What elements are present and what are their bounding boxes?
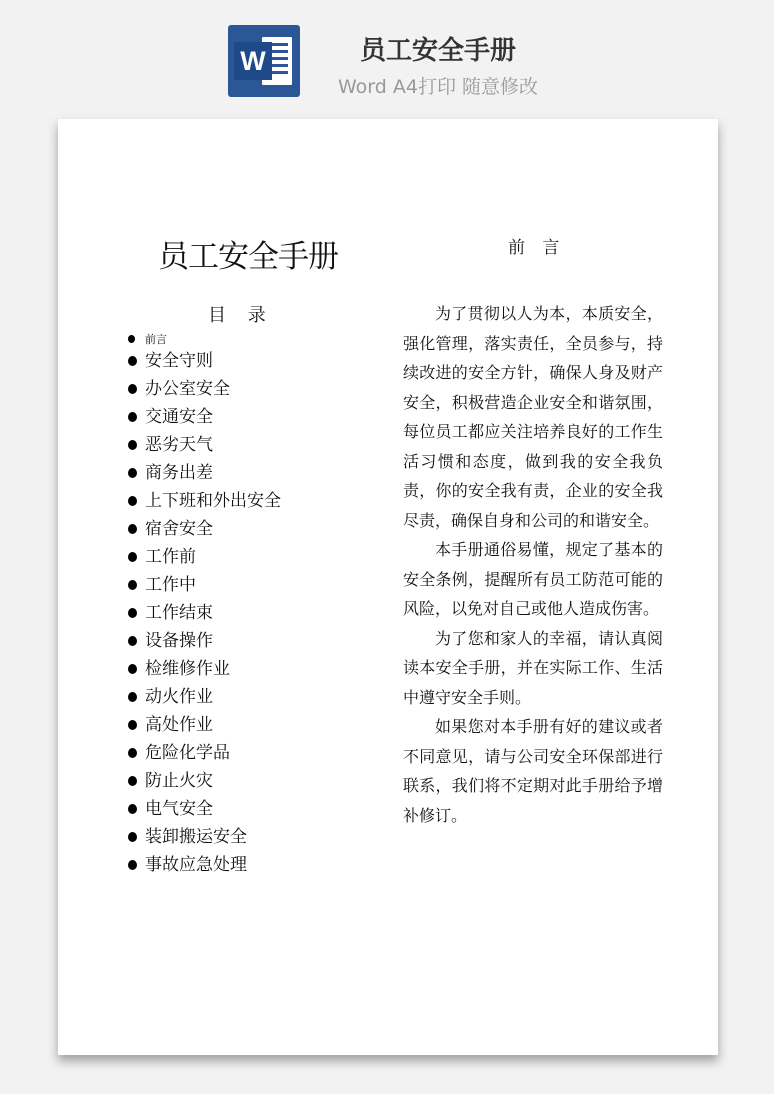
word-logo-letter: W bbox=[234, 42, 272, 80]
toc-heading: 目 录 bbox=[208, 305, 274, 326]
bullet-icon bbox=[128, 356, 137, 366]
toc-item-label: 装卸搬运安全 bbox=[145, 827, 247, 847]
toc-item-label: 危险化学品 bbox=[145, 743, 230, 763]
toc-item-label: 动火作业 bbox=[145, 687, 213, 707]
toc-item bbox=[128, 711, 281, 739]
toc-item bbox=[128, 627, 281, 655]
banner-subtitle: Word A4打印 随意修改 bbox=[337, 76, 538, 98]
bullet-icon bbox=[128, 720, 137, 730]
toc-item bbox=[128, 571, 281, 599]
toc-item-label: 高处作业 bbox=[145, 715, 213, 735]
banner-header bbox=[0, 0, 774, 110]
document-title: 员工安全手册 bbox=[158, 239, 338, 275]
toc-item bbox=[128, 655, 281, 683]
bullet-icon bbox=[128, 580, 137, 590]
bullet-icon bbox=[128, 608, 137, 618]
toc-item-label: 工作前 bbox=[145, 547, 196, 567]
toc-item bbox=[128, 403, 281, 431]
toc-item-label: 宿舍安全 bbox=[145, 519, 213, 539]
toc-item-label: 上下班和外出安全 bbox=[145, 491, 281, 511]
bullet-icon bbox=[128, 384, 137, 394]
bullet-icon bbox=[128, 496, 137, 506]
bullet-icon bbox=[128, 552, 137, 562]
bullet-icon bbox=[128, 748, 137, 758]
banner-title: 员工安全手册 bbox=[359, 36, 516, 66]
toc-item bbox=[128, 767, 281, 795]
preface-paragraph: 为了贯彻以人为本，本质安全，强化管理，落实责任，全员参与，持续改进的安全方针，确保人身及财产安全，积极营造企业安全和谐氛围，每位员工都应关注培养良好的工作生活习惯和态度，做到我的安全我负责，你的安全我有责，企业的安全我尽责，确保自身和公司的和谐安全。 bbox=[403, 304, 663, 530]
bullet-icon bbox=[128, 636, 137, 646]
toc-item bbox=[128, 851, 281, 879]
preface-paragraph: 如果您对本手册有好的建议或者不同意见，请与公司安全环保部进行联系，我们将不定期对此手册给予增补修订。 bbox=[403, 717, 663, 825]
preface-body bbox=[403, 299, 663, 830]
toc-item bbox=[128, 823, 281, 851]
toc-item bbox=[128, 543, 281, 571]
toc-item bbox=[128, 459, 281, 487]
bullet-icon bbox=[128, 664, 137, 674]
bullet-icon bbox=[128, 832, 137, 842]
toc-item-label: 恶劣天气 bbox=[145, 435, 213, 455]
preface-paragraph: 本手册通俗易懂，规定了基本的安全条例，提醒所有员工防范可能的风险，以免对自己或他人造成伤害。 bbox=[403, 540, 663, 618]
toc-item-label: 工作中 bbox=[145, 575, 196, 595]
bullet-icon bbox=[128, 804, 137, 814]
toc-item-label: 前言 bbox=[145, 333, 167, 346]
toc-item-label: 事故应急处理 bbox=[145, 855, 247, 875]
preface-paragraph: 为了您和家人的幸福，请认真阅读本安全手册，并在实际工作、生活中遵守安全手则。 bbox=[403, 628, 663, 707]
toc-item bbox=[128, 739, 281, 767]
bullet-icon bbox=[128, 692, 137, 702]
document-page bbox=[58, 119, 718, 1055]
bullet-icon bbox=[128, 776, 137, 786]
toc-item bbox=[128, 795, 281, 823]
toc-item bbox=[128, 515, 281, 543]
bullet-icon bbox=[128, 440, 137, 450]
preface-heading: 前 言 bbox=[508, 238, 566, 258]
toc-item-label: 交通安全 bbox=[145, 407, 213, 427]
toc-item bbox=[128, 431, 281, 459]
toc-item bbox=[128, 487, 281, 515]
bullet-icon bbox=[128, 468, 137, 478]
toc-item-label: 防止火灾 bbox=[145, 771, 213, 791]
bullet-icon bbox=[128, 524, 137, 534]
toc-item bbox=[128, 375, 281, 403]
toc-item-label: 安全守则 bbox=[145, 351, 213, 371]
bullet-icon bbox=[128, 335, 135, 343]
toc-item-label: 检维修作业 bbox=[145, 659, 230, 679]
toc-item-label: 办公室安全 bbox=[145, 379, 230, 399]
toc-item-label: 设备操作 bbox=[145, 631, 213, 651]
toc-item bbox=[128, 333, 281, 347]
bullet-icon bbox=[128, 860, 137, 870]
toc-item bbox=[128, 599, 281, 627]
toc-item-label: 工作结束 bbox=[145, 603, 213, 623]
toc-item bbox=[128, 683, 281, 711]
toc-item bbox=[128, 347, 281, 375]
bullet-icon bbox=[128, 412, 137, 422]
word-document-icon bbox=[228, 25, 300, 97]
table-of-contents bbox=[128, 333, 281, 879]
toc-item-label: 商务出差 bbox=[145, 463, 213, 483]
toc-item-label: 电气安全 bbox=[145, 799, 213, 819]
